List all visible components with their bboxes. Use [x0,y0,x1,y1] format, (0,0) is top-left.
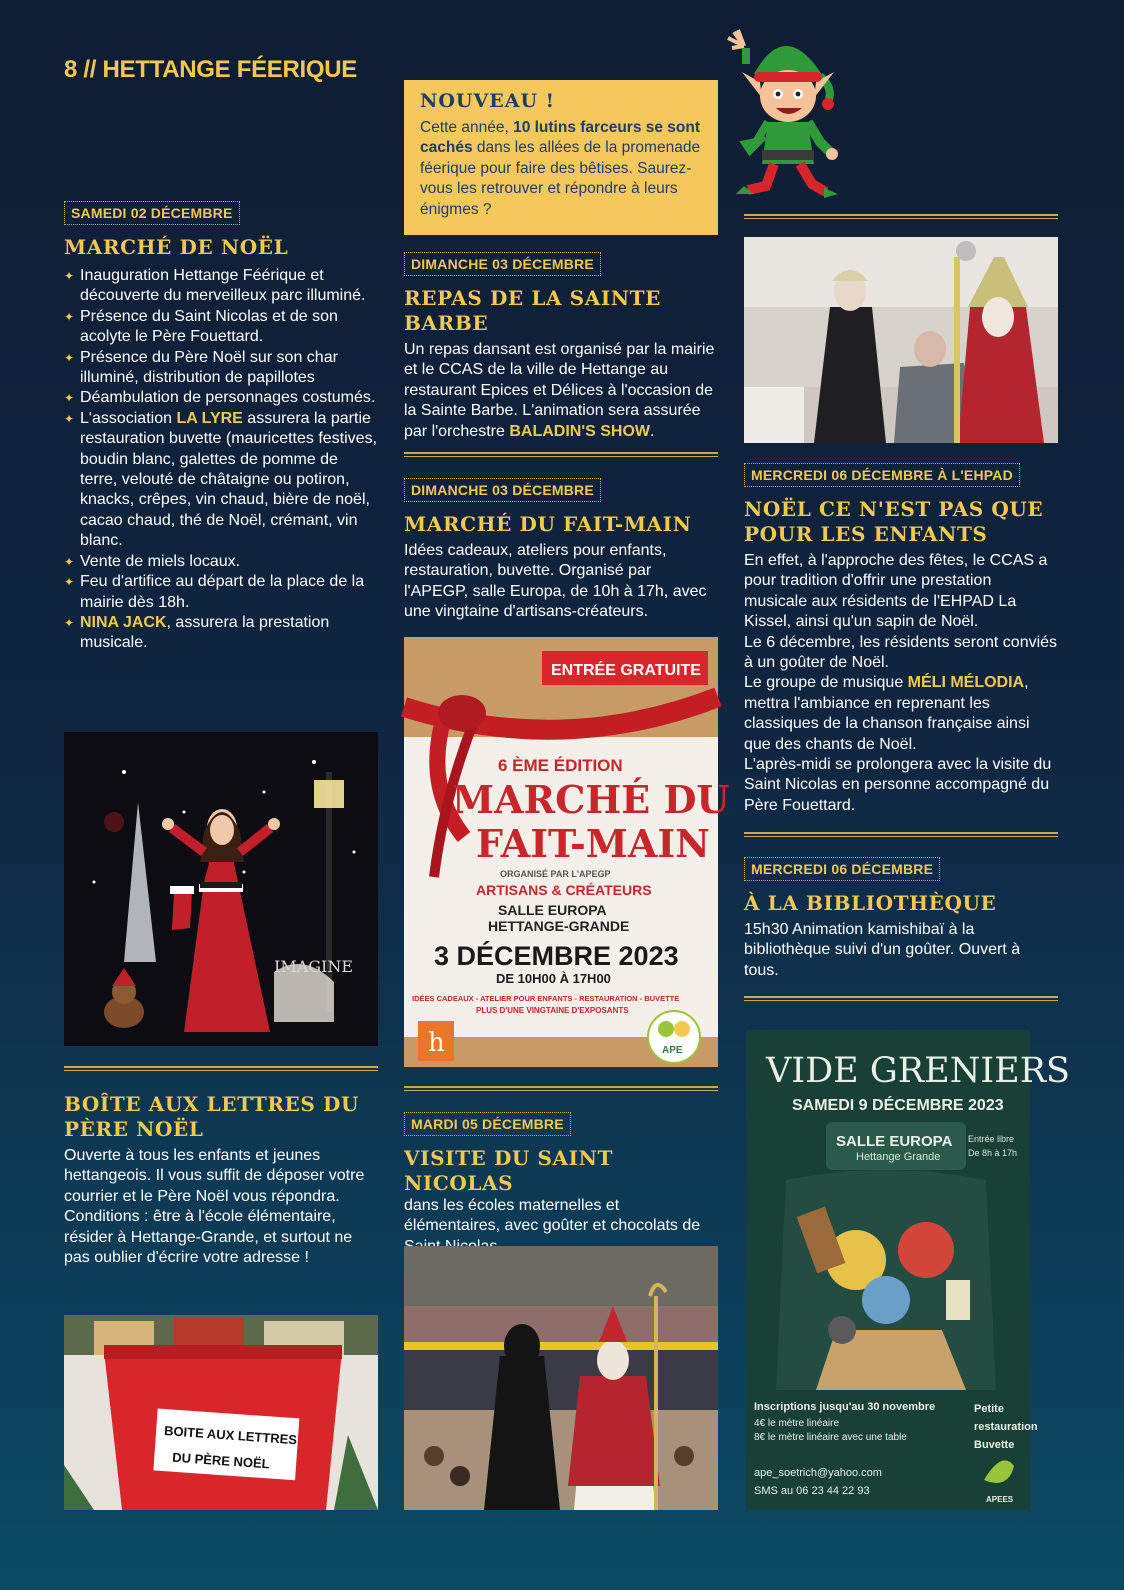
ehpad-section [744,463,1058,816]
mere-noel-photo [64,732,378,1046]
list-item: ✦ Feu d'artifice au départ de la place de la mairie dès 18h. [64,572,378,613]
fait-main-text: Idées cadeaux, ateliers pour enfants, restauration, buvette. Organisé par l'APEGP, salle Europa, de 10h à 17h, avec une vingtaine d'artisans-créateurs. [404,542,707,621]
poster-ape: APE [662,1045,683,1056]
vide-greniers-poster [746,1030,1071,1510]
fait-main-title: MARCHÉ DU FAIT-MAIN [404,512,692,536]
list-item: ✦ Présence du Père Noël sur son char illuminé, distribution de papillotes [64,348,378,389]
boite-title: BOÎTE AUX LETTRES DU PÈRE NOËL [64,1092,359,1141]
poster-salle: SALLE EUROPA [498,902,607,918]
fait-main-poster [404,637,730,1067]
saint-nicolas-photo [404,1246,718,1510]
boite-photo [64,1315,378,1510]
vg-email: ape_soetrich@yahoo.com [754,1467,882,1479]
list-item: ✦ Déambulation de personnages costumés. [64,388,378,408]
divider [64,1066,378,1071]
ehpad-highlight: MÉLI MÉLODIA [907,674,1025,692]
boite-sign-line2: DU PÈRE NOËL [171,1449,271,1472]
ehpad-text-1: En effet, à l'approche des fêtes, le CCAS a pour tradition d'offrir une prestation musicale aux résidents de l'EHPAD La Kissel, ainsi qu'un sapin de Noël. [744,552,1048,631]
poster-edition: 6 ÈME ÉDITION [498,756,623,775]
lyre-prefix: L'association [80,409,177,427]
poster-date: 3 DÉCEMBRE 2023 [434,941,679,971]
vg-apees: APEES [986,1495,1014,1504]
nouveau-title: NOUVEAU ! [420,90,555,112]
h-logo-icon: h [428,1028,445,1058]
lyre-suffix: assurera la partie restauration buvette (mauricettes festives, boudin blanc, galettes de pomme de terre, velouté de châtaigne ou potiron, knacks, crêpes, vin chaud, bière de noël, cacao chaud, thé de Noël, crémant, vin blanc. [80,409,378,550]
vg-prix2: 8€ le mètre linéaire avec une table [754,1432,907,1443]
fait-main-date: DIMANCHE 03 DÉCEMBRE [404,478,601,502]
list-item [64,409,378,552]
poster-line2: FAIT-MAIN [476,821,710,866]
list-item: ✦ Inauguration Hettange Féérique et découverte du merveilleux parc illuminé. [64,266,378,307]
poster-details: IDÉES CADEAUX - ATELIER POUR ENFANTS - RESTAURATION - BUVETTE [412,994,680,1003]
vg-salle: SALLE EUROPA [836,1133,953,1150]
bibliotheque-section [744,857,1058,981]
photo-caption: IMAGINE [274,957,354,976]
ehpad-photo [744,237,1058,443]
divider [744,214,1058,219]
ehpad-text-3-prefix: Le groupe de musique [744,674,908,692]
boite-section [64,1092,378,1268]
repas-highlight: BALADIN'S SHOW [509,422,651,440]
boite-sign-line1: BOITE AUX LETTRES [163,1423,298,1448]
repas-text-main: Un repas dansant est organisé par la mairie et le CCAS de la ville de Hettange au restaurant Epices et Délices à l'occasion de la Sainte Barbe. L'animation sera assurée par l'orchestre [404,341,715,440]
vg-title: VIDE GRENIERS [766,1051,1071,1091]
lyre-highlight: LA LYRE [176,409,243,427]
repas-text [404,340,718,442]
poster-hours: DE 10H00 À 17H00 [496,971,611,986]
ehpad-title: NOËL CE N'EST PAS QUE POUR LES ENFANTS [744,497,1044,546]
repas-suffix: . [650,422,655,440]
ehpad-text-2: Le 6 décembre, les résidents seront conviés à un goûter de Noël. [744,633,1058,672]
list-item: ✦ Vente de miels locaux. [64,552,378,572]
vg-petite: Petite [974,1403,1004,1415]
elf-illustration [716,24,852,202]
divider [744,832,1058,837]
vg-date: SAMEDI 9 DÉCEMBRE 2023 [792,1097,1004,1114]
nina-suffix: , assurera la prestation musicale. [80,613,330,652]
saint-nicolas-text: dans les écoles maternelles et élémentaires, avec goûter et chocolats de [404,1197,701,1235]
page-title: 8 // HETTANGE FÉERIQUE [64,56,357,83]
ehpad-date: MERCREDI 06 DÉCEMBRE À L'EHPAD [744,463,1020,487]
list-item [64,613,378,654]
bibliotheque-text: 15h30 Animation kamishibaï à la bibliothèque suivi d'un goûter. Ouvert à tous. [744,921,1021,979]
marche-noel-section [64,201,378,654]
nouveau-text-before: Cette année, [420,119,514,136]
ehpad-text-3-suffix: , mettra l'ambiance en reprenant les classiques de la chanson française ainsi que des chants de Noël. [744,674,1030,753]
vg-horaires: De 8h à 17h [968,1148,1018,1158]
poster-ville: HETTANGE-GRANDE [488,918,630,934]
nouveau-highlight: 10 lutins farceurs se sont cachés [420,119,701,157]
poster-exposants: PLUS D'UNE VINGTAINE D'EXPOSANTS [476,1006,629,1015]
bibliotheque-title: À LA BIBLIOTHÈQUE [744,891,997,915]
repas-section [404,252,718,442]
nouveau-text [420,118,702,220]
poster-line1: MARCHÉ DU [452,777,730,822]
vg-buvette: Buvette [974,1439,1015,1451]
vg-sms: SMS au 06 23 44 22 93 [754,1485,870,1497]
nouveau-text-after: dans les allées de la promenade féerique pour faire des bêtises. Saurez-vous les retrouver et répondre à leurs énigmes ? [420,139,701,218]
poster-organised: ORGANISÉ PAR L'APEGP [500,869,611,879]
vg-ville: Hettange Grande [856,1151,941,1163]
saint-nicolas-date: MARDI 05 DÉCEMBRE [404,1112,571,1136]
vg-inscriptions: Inscriptions jusqu'au 30 novembre [754,1401,936,1413]
nouveau-callout [404,80,718,235]
saint-nicolas-section [404,1112,718,1257]
fait-main-section [404,478,718,623]
ehpad-text-3 [744,673,1058,755]
vg-prix1: 4€ le mètre linéaire [754,1418,840,1429]
saint-nicolas-title: VISITE DU SAINT NICOLAS [404,1146,613,1195]
ehpad-text-4: L'après-midi se prolongera avec la visite du Saint Nicolas en personne accompagné du Père Fouettard. [744,756,1052,814]
vg-entree: Entrée libre [968,1134,1015,1144]
vg-restauration: restauration [974,1421,1038,1433]
divider [404,1086,718,1091]
poster-artisans: ARTISANS & CRÉATEURS [476,882,652,898]
marche-noel-date: SAMEDI 02 DÉCEMBRE [64,201,240,225]
divider [404,452,718,457]
poster-badge: ENTRÉE GRATUITE [551,662,701,679]
boite-text: Ouverte à tous les enfants et jeunes hettangeois. Il vous suffit de déposer votre courrier et le Père Noël vous répondra. Conditions : être à l'école élémentaire, résider à Hettange-Grande, et surtout ne pas oublier d'écrire votre adresse ! [64,1147,365,1267]
marche-noel-title: MARCHÉ DE NOËL [64,235,289,259]
repas-title: REPAS DE LA SAINTE BARBE [404,286,661,335]
marche-noel-list [64,266,378,654]
bibliotheque-date: MERCREDI 06 DÉCEMBRE [744,857,940,881]
list-item: ✦ Présence du Saint Nicolas et de son acolyte le Père Fouettard. [64,307,378,348]
repas-date: DIMANCHE 03 DÉCEMBRE [404,252,601,276]
divider [744,996,1058,1001]
nina-highlight: NINA JACK [80,613,167,631]
